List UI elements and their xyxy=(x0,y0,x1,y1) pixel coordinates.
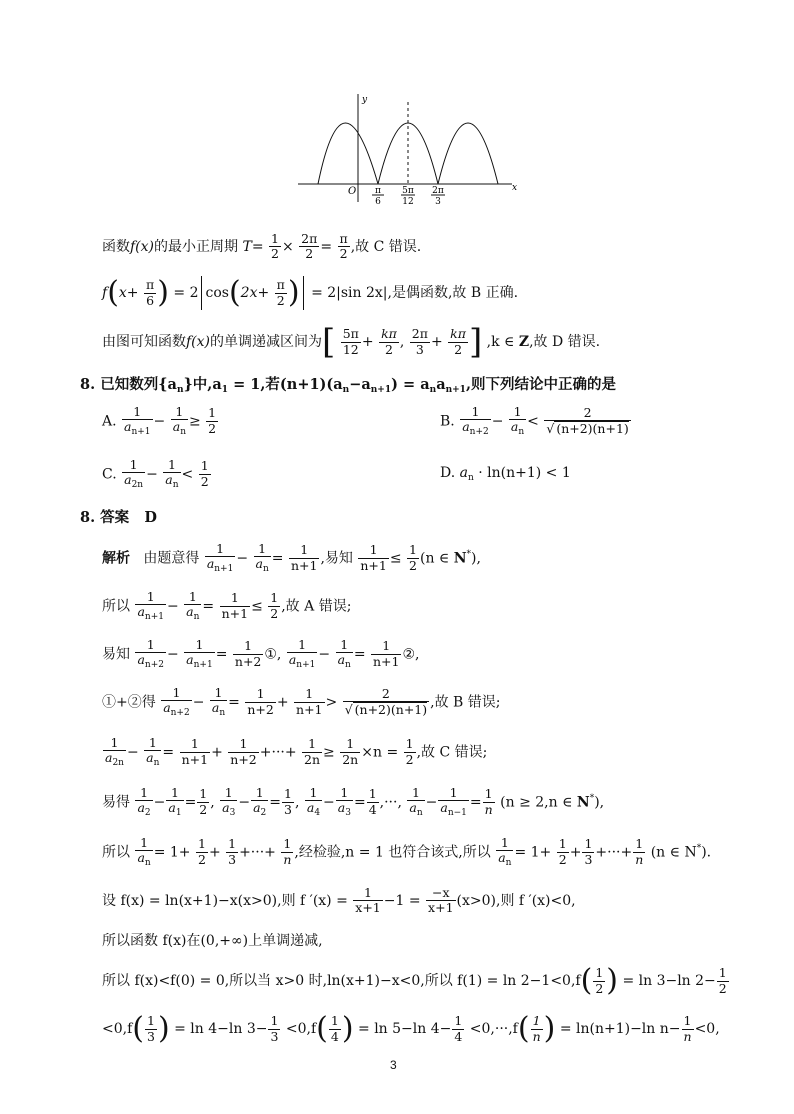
solution-line-3: 易知 $\frac{1}{a_{n+2}}$ − $\frac{1}{a_{n+1}}$ = $\frac{1}{n+2}$ ①, $\frac{1}{a_{n+1}}$ − $\frac{1}{a_n}$ = $\frac{1}{n+1}$ ②, xyxy=(102,637,420,671)
tick-pi-6 xyxy=(372,186,384,207)
even-function-line: f(x+ $\frac{\pi}{6}$ ) = 2 cos(2x+ $\frac{\pi}{2}$ ) = 2|sin 2x|,是偶函数,故 B 正确. xyxy=(102,275,519,310)
solution-line-8: 设 f(x) = ln(x+1)−x(x>0),则 f ′(x) = $\frac{1}{x+1}$ −1 = $\frac{-x}{x+1}$ (x>0),则 f ′(x)<0, xyxy=(102,885,576,916)
svg-text:12: 12 xyxy=(402,197,414,207)
y-axis-label: y xyxy=(362,95,368,105)
svg-text:2π: 2π xyxy=(432,186,444,196)
answer-line: 8. 答案 D xyxy=(80,509,157,526)
option-b[interactable]: B. $\frac{1}{a_{n+2}}$ − $\frac{1}{a_n}$ < $\frac{2}{√ (n+2)(n+1)}$ xyxy=(440,404,629,438)
solution-line-11: <0,f( $\frac{1}{3}$ ) = ln 4−ln 3− $\frac{1}{3}$ <0,f( $\frac{1}{4}$ ) = ln 5−ln 4− $\frac{1}{4}$ <0,···,f( $\frac{1}{n}$ ) = ln(n+1)−ln n− $\frac{1}{n}$ <0, xyxy=(102,1011,720,1046)
solution-line-5: $\frac{1}{a_{2n}}$ − $\frac{1}{a_n}$ = $\frac{1}{n+1}$ + $\frac{1}{n+2}$ +···+ $\frac{1}{2n}$ ≥ $\frac{1}{2n}$ ×n = $\frac{1}{2}$ ,故 C 错误; xyxy=(105,735,488,769)
solution-line-9: 所以函数 f(x)在(0,+∞)上单调递减, xyxy=(102,933,323,949)
question-8: 8. 已知数列$\{a_n\}$中$,a_1 = 1$,若$(n+1)(a_n-a_{n+1}) = a_na_{n+1}$,则下列结论中正确的是 xyxy=(80,376,617,395)
solution-line-1: 解析 由题意得 $\frac{1}{a_{n+1}}$ − $\frac{1}{a_n}$ = $\frac{1}{n+1}$ ,易知 $\frac{1}{n+1}$ ≤ $\frac{1}{2}$ (n ∈ N*), xyxy=(102,541,481,575)
period-line: 函数f(x)的最小正周期 T= $\frac{1}{2}$ × $\frac{2\pi}{2}$ = $\frac{\pi}{2}$ ,故 C 错误. xyxy=(102,231,422,262)
tick-2pi-3 xyxy=(431,186,445,207)
svg-text:3: 3 xyxy=(435,197,441,207)
svg-text:5π: 5π xyxy=(402,186,414,196)
option-c[interactable]: C. $\frac{1}{a_{2n}}$ − $\frac{1}{a_n}$ < $\frac{1}{2}$ xyxy=(102,457,209,491)
solution-line-10: 所以 f(x)<f(0) = 0,所以当 x>0 时,ln(x+1)−x<0,所以 f(1) = ln 2−1<0,f( $\frac{1}{2}$ ) = ln 3−ln 2− $\frac{1}{2}$ xyxy=(102,963,727,998)
tick-5pi-12 xyxy=(401,186,415,207)
solution-line-7: 所以 $\frac{1}{a_n}$ = 1+ $\frac{1}{2}$ + $\frac{1}{3}$ +···+ $\frac{1}{n}$ ,经检验,n = 1 也符合该式,所以 $\frac{1}{a_n}$ = 1+ $\frac{1}{2}$ + $\frac{1}{3}$ +···+ $\frac{1}{n}$ (n ∈ N*). xyxy=(102,835,712,869)
svg-text:π: π xyxy=(375,186,381,196)
solution-line-4: ①+②得 $\frac{1}{a_{n+2}}$ − $\frac{1}{a_n}$ = $\frac{1}{n+2}$ + $\frac{1}{n+1}$ > $\frac{2}{√ (n+2)(n+1)}$ ,故 B 错误; xyxy=(102,685,501,719)
svg-text:6: 6 xyxy=(375,197,381,207)
decreasing-interval-line: 由图可知函数f(x)的单调递减区间为[ $\frac{5\pi}{12}$ + $\frac{k\pi}{2}$ , $\frac{2\pi}{3}$ + $\frac{k\pi}{2}$ ] ,k ∈ Z,故 D 错误. xyxy=(102,322,601,362)
option-a[interactable]: A. $\frac{1}{a_{n+1}}$ − $\frac{1}{a_n}$ ≥ $\frac{1}{2}$ xyxy=(102,404,217,438)
curve-arch-1 xyxy=(318,123,378,184)
solution-line-6: 易得 $\frac{1}{a_2}$ − $\frac{1}{a_1}$ = $\frac{1}{2}$ , $\frac{1}{a_3}$ − $\frac{1}{a_2}$ = $\frac{1}{3}$ , $\frac{1}{a_4}$ − $\frac{1}{a_3}$ = $\frac{1}{4}$ ,···, $\frac{1}{a_n}$ − $\frac{1}{a_{n-1}}$ = $\frac{1}{n}$ (n ≥ 2,n ∈ N*), xyxy=(102,785,605,819)
function-graph xyxy=(290,92,525,212)
x-axis-label: x xyxy=(512,183,518,193)
page-number: 3 xyxy=(390,1058,397,1072)
origin-label: O xyxy=(348,186,357,197)
solution-line-2: 所以 $\frac{1}{a_{n+1}}$ − $\frac{1}{a_n}$ = $\frac{1}{n+1}$ ≤ $\frac{1}{2}$ ,故 A 错误; xyxy=(102,589,352,623)
option-d[interactable]: D. $a_n \cdot \ln(n+1) < 1$ xyxy=(440,465,571,483)
curve-arch-3 xyxy=(438,123,498,184)
